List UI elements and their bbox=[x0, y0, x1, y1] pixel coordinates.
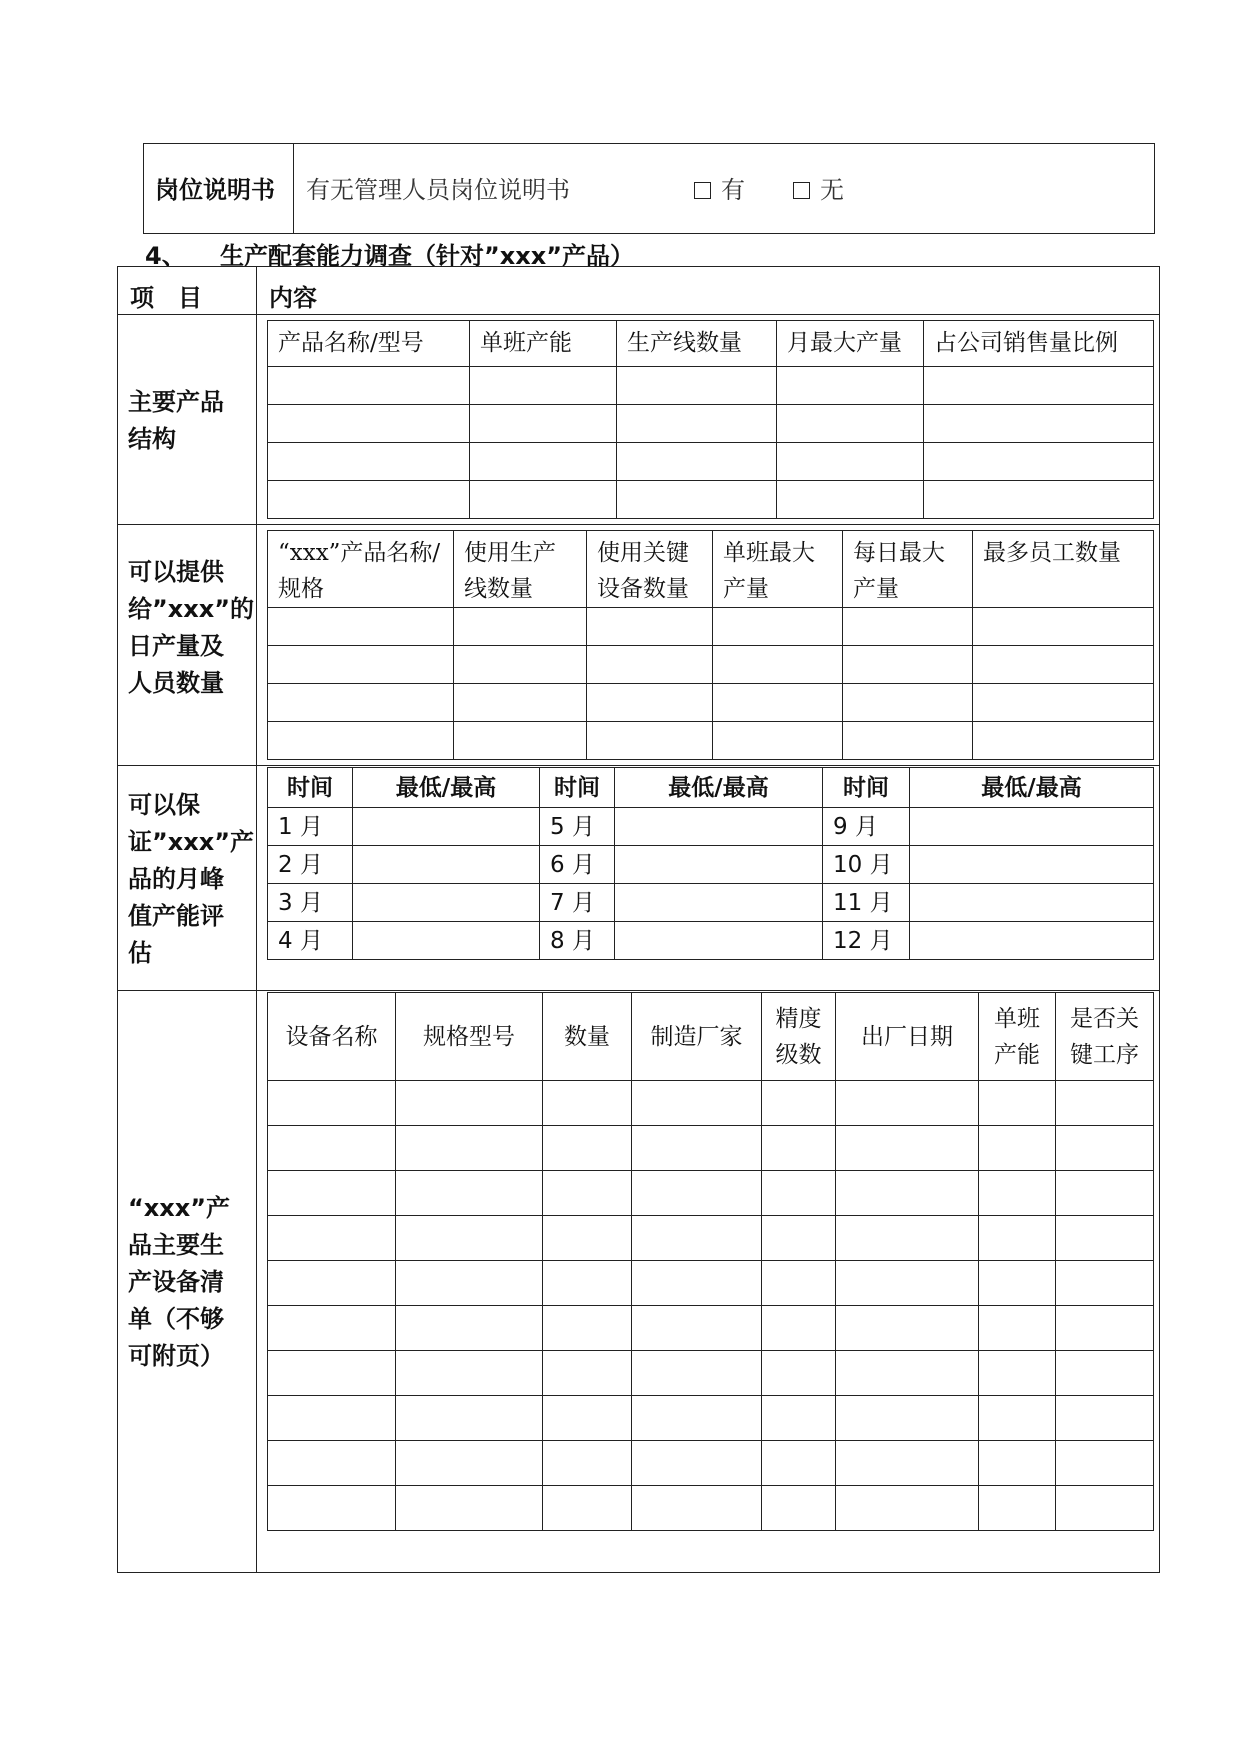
monthly-peak-table bbox=[267, 767, 1154, 960]
table-cell[interactable] bbox=[762, 1306, 836, 1351]
table-cell[interactable] bbox=[396, 1216, 543, 1261]
table-cell[interactable] bbox=[268, 1171, 396, 1216]
col-product-name: 产品名称/型号 bbox=[268, 321, 470, 367]
table-cell[interactable] bbox=[924, 443, 1154, 481]
table-cell[interactable] bbox=[396, 1261, 543, 1306]
month-label: 1 月 bbox=[268, 808, 353, 846]
table-cell[interactable] bbox=[843, 722, 973, 760]
table-cell[interactable] bbox=[1056, 1351, 1154, 1396]
row-divider-1 bbox=[117, 524, 1160, 525]
month-label: 7 月 bbox=[540, 884, 615, 922]
table-cell[interactable] bbox=[353, 808, 540, 846]
table-cell[interactable] bbox=[979, 1486, 1056, 1531]
table-cell[interactable] bbox=[777, 443, 924, 481]
table-cell[interactable] bbox=[268, 481, 470, 519]
job-description-label: 岗位说明书 bbox=[155, 176, 275, 204]
option-no[interactable] bbox=[793, 170, 844, 205]
table-cell[interactable] bbox=[836, 1351, 979, 1396]
table-cell[interactable] bbox=[543, 1261, 632, 1306]
table-cell[interactable] bbox=[543, 1081, 632, 1126]
month-label: 10 月 bbox=[823, 846, 910, 884]
month-label: 5 月 bbox=[540, 808, 615, 846]
checkbox-yes[interactable] bbox=[694, 182, 711, 199]
month-label: 9 月 bbox=[823, 808, 910, 846]
table-cell[interactable] bbox=[1056, 1396, 1154, 1441]
table-cell[interactable] bbox=[353, 922, 540, 960]
table-cell[interactable] bbox=[268, 1441, 396, 1486]
table-cell[interactable] bbox=[268, 1306, 396, 1351]
header-item: 项 目 bbox=[130, 284, 202, 312]
table-cell[interactable] bbox=[979, 1081, 1056, 1126]
table-cell[interactable] bbox=[1056, 1216, 1154, 1261]
table-row bbox=[268, 722, 1154, 760]
table-row bbox=[268, 1261, 1154, 1306]
table-cell[interactable] bbox=[268, 405, 470, 443]
table-row bbox=[268, 405, 1154, 443]
col-quantity: 数量 bbox=[543, 993, 632, 1081]
table-cell[interactable] bbox=[353, 884, 540, 922]
table-cell[interactable] bbox=[396, 1486, 543, 1531]
table-cell[interactable] bbox=[713, 608, 843, 646]
table-cell[interactable] bbox=[1056, 1306, 1154, 1351]
table-cell[interactable] bbox=[268, 1486, 396, 1531]
table-cell[interactable] bbox=[617, 367, 777, 405]
equipment-list-label: “xxx”产品主要生产设备清单（不够可附页） bbox=[128, 1194, 230, 1370]
table-cell[interactable] bbox=[979, 1216, 1056, 1261]
table-cell[interactable] bbox=[543, 1216, 632, 1261]
col-range-2: 最低/最高 bbox=[615, 768, 823, 808]
table-cell[interactable] bbox=[762, 1081, 836, 1126]
table-cell[interactable] bbox=[836, 1396, 979, 1441]
col-key-process: 是否关键工序 bbox=[1056, 993, 1154, 1081]
table-cell[interactable] bbox=[1056, 1081, 1154, 1126]
table-cell[interactable] bbox=[762, 1171, 836, 1216]
table-cell[interactable] bbox=[353, 846, 540, 884]
daily-capacity-table bbox=[267, 530, 1154, 760]
table-cell[interactable] bbox=[396, 1351, 543, 1396]
table-cell[interactable] bbox=[617, 405, 777, 443]
table-row bbox=[268, 1081, 1154, 1126]
table-cell[interactable] bbox=[268, 1081, 396, 1126]
month-label: 4 月 bbox=[268, 922, 353, 960]
col-manufacturer: 制造厂家 bbox=[632, 993, 762, 1081]
job-description-question: 有无管理人员岗位说明书 bbox=[306, 176, 570, 204]
col-time-3: 时间 bbox=[823, 768, 910, 808]
table-cell[interactable] bbox=[910, 846, 1154, 884]
table-cell[interactable] bbox=[910, 922, 1154, 960]
col-precision-grade: 精度级数 bbox=[762, 993, 836, 1081]
table-row bbox=[268, 608, 1154, 646]
table-cell[interactable] bbox=[615, 922, 823, 960]
col-shift-max-output: 单班最大产量 bbox=[713, 531, 843, 608]
table-cell[interactable] bbox=[632, 1081, 762, 1126]
daily-capacity-label: 可以提供给”xxx”的日产量及人员数量 bbox=[128, 558, 254, 697]
table-cell[interactable] bbox=[979, 1261, 1056, 1306]
table-cell[interactable] bbox=[924, 367, 1154, 405]
table-row bbox=[268, 1216, 1154, 1261]
monthly-peak-label: 可以保证”xxx”产品的月峰值产能评估 bbox=[128, 791, 254, 967]
col-monthly-max: 月最大产量 bbox=[777, 321, 924, 367]
row-divider-header bbox=[117, 314, 1160, 315]
table-cell[interactable] bbox=[843, 684, 973, 722]
table-cell[interactable] bbox=[762, 1216, 836, 1261]
table-cell[interactable] bbox=[632, 1171, 762, 1216]
table-cell[interactable] bbox=[1056, 1126, 1154, 1171]
table-row bbox=[268, 808, 1154, 846]
table-cell[interactable] bbox=[843, 608, 973, 646]
month-label: 12 月 bbox=[823, 922, 910, 960]
table-cell[interactable] bbox=[454, 684, 587, 722]
table-cell[interactable] bbox=[396, 1441, 543, 1486]
equipment-table bbox=[267, 992, 1154, 1531]
table-cell[interactable] bbox=[617, 443, 777, 481]
table-row bbox=[268, 1171, 1154, 1216]
row-divider-2 bbox=[117, 765, 1160, 766]
table-cell[interactable] bbox=[973, 684, 1154, 722]
header-content: 内容 bbox=[269, 284, 317, 312]
table-cell[interactable] bbox=[777, 405, 924, 443]
table-cell[interactable] bbox=[1056, 1261, 1154, 1306]
table-cell[interactable] bbox=[979, 1441, 1056, 1486]
table-cell[interactable] bbox=[454, 646, 587, 684]
table-row bbox=[268, 846, 1154, 884]
month-label: 2 月 bbox=[268, 846, 353, 884]
table-cell[interactable] bbox=[268, 1216, 396, 1261]
col-range-3: 最低/最高 bbox=[910, 768, 1154, 808]
table-cell[interactable] bbox=[843, 646, 973, 684]
product-structure-table bbox=[267, 320, 1154, 519]
product-structure-label: 主要产品结构 bbox=[128, 388, 224, 453]
table-cell[interactable] bbox=[713, 646, 843, 684]
table-row bbox=[268, 684, 1154, 722]
section-title: 生产配套能力调查（针对”xxx”产品） bbox=[220, 242, 634, 270]
col-range-1: 最低/最高 bbox=[353, 768, 540, 808]
table-cell[interactable] bbox=[543, 1171, 632, 1216]
table-cell[interactable] bbox=[836, 1216, 979, 1261]
table-cell[interactable] bbox=[979, 1171, 1056, 1216]
table-cell[interactable] bbox=[470, 481, 617, 519]
table-cell[interactable] bbox=[836, 1081, 979, 1126]
table-cell[interactable] bbox=[924, 405, 1154, 443]
col-time-2: 时间 bbox=[540, 768, 615, 808]
table-cell[interactable] bbox=[632, 1126, 762, 1171]
table-cell[interactable] bbox=[268, 1351, 396, 1396]
month-label: 3 月 bbox=[268, 884, 353, 922]
table-row bbox=[268, 1396, 1154, 1441]
col-line-count: 生产线数量 bbox=[617, 321, 777, 367]
col-sales-ratio: 占公司销售量比例 bbox=[924, 321, 1154, 367]
col-max-staff: 最多员工数量 bbox=[973, 531, 1154, 608]
table-cell[interactable] bbox=[615, 884, 823, 922]
table-cell[interactable] bbox=[396, 1306, 543, 1351]
table-row bbox=[268, 922, 1154, 960]
table-row bbox=[268, 1126, 1154, 1171]
table-cell[interactable] bbox=[632, 1261, 762, 1306]
table-cell[interactable] bbox=[268, 367, 470, 405]
table-row bbox=[268, 884, 1154, 922]
table-cell[interactable] bbox=[836, 1441, 979, 1486]
table-cell[interactable] bbox=[836, 1306, 979, 1351]
table-cell[interactable] bbox=[1056, 1441, 1154, 1486]
table-cell[interactable] bbox=[713, 722, 843, 760]
table-cell[interactable] bbox=[454, 608, 587, 646]
table-cell[interactable] bbox=[973, 608, 1154, 646]
table-cell[interactable] bbox=[910, 808, 1154, 846]
table-cell[interactable] bbox=[268, 684, 454, 722]
table-cell[interactable] bbox=[615, 808, 823, 846]
table-cell[interactable] bbox=[836, 1171, 979, 1216]
col-factory-date: 出厂日期 bbox=[836, 993, 979, 1081]
table-cell[interactable] bbox=[1056, 1171, 1154, 1216]
table-cell[interactable] bbox=[587, 646, 713, 684]
table-cell[interactable] bbox=[1056, 1486, 1154, 1531]
table-cell[interactable] bbox=[910, 884, 1154, 922]
table-cell[interactable] bbox=[979, 1126, 1056, 1171]
table-cell[interactable] bbox=[587, 608, 713, 646]
table-cell[interactable] bbox=[836, 1486, 979, 1531]
table-cell[interactable] bbox=[836, 1261, 979, 1306]
col-daily-max-output: 每日最大产量 bbox=[843, 531, 973, 608]
table-cell[interactable] bbox=[762, 1396, 836, 1441]
table-cell[interactable] bbox=[268, 608, 454, 646]
month-label: 6 月 bbox=[540, 846, 615, 884]
col-shift-capacity: 单班产能 bbox=[979, 993, 1056, 1081]
table-cell[interactable] bbox=[979, 1396, 1056, 1441]
option-yes[interactable] bbox=[694, 170, 745, 205]
table-cell[interactable] bbox=[470, 367, 617, 405]
table-cell[interactable] bbox=[762, 1441, 836, 1486]
table-cell[interactable] bbox=[587, 684, 713, 722]
table-cell[interactable] bbox=[543, 1441, 632, 1486]
table-cell[interactable] bbox=[587, 722, 713, 760]
col-spec-model: 规格型号 bbox=[396, 993, 543, 1081]
table-cell[interactable] bbox=[617, 481, 777, 519]
table-row bbox=[268, 1306, 1154, 1351]
table-row bbox=[268, 481, 1154, 519]
table-cell[interactable] bbox=[396, 1081, 543, 1126]
table-cell[interactable] bbox=[268, 646, 454, 684]
job-description-divider bbox=[293, 143, 294, 234]
table-row bbox=[268, 1441, 1154, 1486]
table-cell[interactable] bbox=[836, 1126, 979, 1171]
table-cell[interactable] bbox=[979, 1306, 1056, 1351]
table-cell[interactable] bbox=[762, 1351, 836, 1396]
table-cell[interactable] bbox=[762, 1486, 836, 1531]
table-cell[interactable] bbox=[979, 1351, 1056, 1396]
table-row bbox=[268, 443, 1154, 481]
col-xxx-product-name: “xxx”产品名称/规格 bbox=[268, 531, 454, 608]
table-cell[interactable] bbox=[615, 846, 823, 884]
row-divider-3 bbox=[117, 990, 1160, 991]
col-lines-used: 使用生产线数量 bbox=[454, 531, 587, 608]
table-cell[interactable] bbox=[632, 1396, 762, 1441]
table-cell[interactable] bbox=[268, 722, 454, 760]
table-cell[interactable] bbox=[470, 443, 617, 481]
table-cell[interactable] bbox=[777, 367, 924, 405]
option-yes-label: 有 bbox=[721, 176, 745, 204]
table-cell[interactable] bbox=[924, 481, 1154, 519]
table-cell[interactable] bbox=[396, 1396, 543, 1441]
table-cell[interactable] bbox=[632, 1306, 762, 1351]
job-description-box bbox=[143, 143, 1155, 234]
table-row bbox=[268, 367, 1154, 405]
table-cell[interactable] bbox=[632, 1216, 762, 1261]
option-no-label: 无 bbox=[820, 176, 844, 204]
main-table-column-divider bbox=[256, 266, 257, 1573]
table-row bbox=[268, 1351, 1154, 1396]
table-cell[interactable] bbox=[762, 1261, 836, 1306]
table-cell[interactable] bbox=[268, 1261, 396, 1306]
checkbox-no[interactable] bbox=[793, 182, 810, 199]
table-cell[interactable] bbox=[543, 1306, 632, 1351]
col-shift-capacity: 单班产能 bbox=[470, 321, 617, 367]
section-number: 4、 bbox=[145, 242, 186, 270]
table-cell[interactable] bbox=[543, 1126, 632, 1171]
table-cell[interactable] bbox=[268, 443, 470, 481]
table-cell[interactable] bbox=[632, 1441, 762, 1486]
table-cell[interactable] bbox=[632, 1351, 762, 1396]
table-row bbox=[268, 1486, 1154, 1531]
table-cell[interactable] bbox=[543, 1396, 632, 1441]
col-time-1: 时间 bbox=[268, 768, 353, 808]
col-key-equipment-used: 使用关键设备数量 bbox=[587, 531, 713, 608]
table-cell[interactable] bbox=[973, 646, 1154, 684]
table-cell[interactable] bbox=[777, 481, 924, 519]
table-cell[interactable] bbox=[454, 722, 587, 760]
table-cell[interactable] bbox=[632, 1486, 762, 1531]
col-equipment-name: 设备名称 bbox=[268, 993, 396, 1081]
table-cell[interactable] bbox=[973, 722, 1154, 760]
table-cell[interactable] bbox=[470, 405, 617, 443]
month-label: 11 月 bbox=[823, 884, 910, 922]
table-cell[interactable] bbox=[268, 1126, 396, 1171]
table-cell[interactable] bbox=[396, 1171, 543, 1216]
table-cell[interactable] bbox=[762, 1126, 836, 1171]
table-cell[interactable] bbox=[543, 1486, 632, 1531]
table-cell[interactable] bbox=[396, 1126, 543, 1171]
table-cell[interactable] bbox=[268, 1396, 396, 1441]
month-label: 8 月 bbox=[540, 922, 615, 960]
table-row bbox=[268, 646, 1154, 684]
table-cell[interactable] bbox=[713, 684, 843, 722]
table-cell[interactable] bbox=[543, 1351, 632, 1396]
